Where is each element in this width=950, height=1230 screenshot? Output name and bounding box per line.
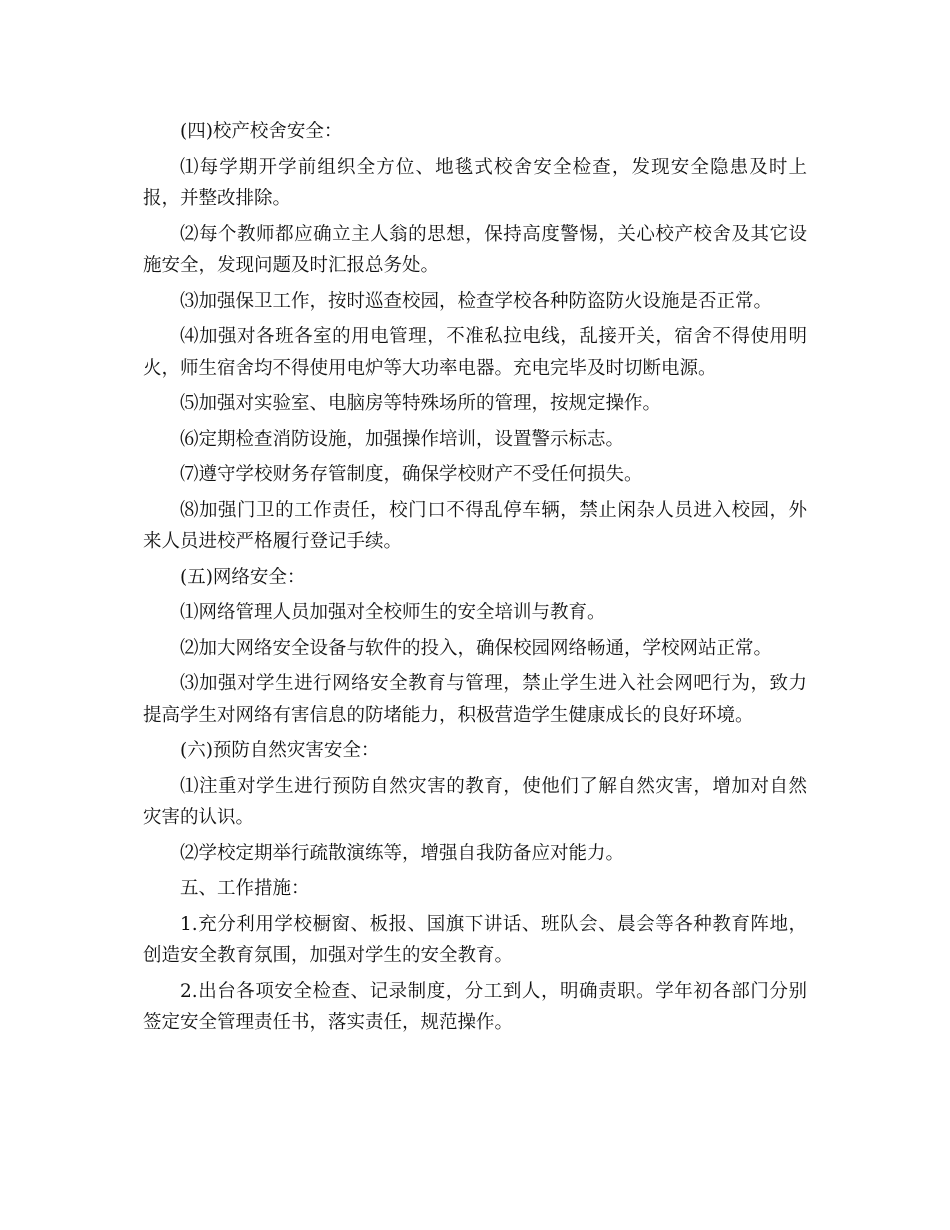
list-item: ⑴网络管理人员加强对全校师生的安全培训与教育。	[180, 602, 606, 623]
document-body	[143, 116, 807, 1043]
list-item: ⑴每学期开学前组织全方位、地毯式校舍安全检查，发现安全隐患及时上报，并整改排除。	[143, 156, 807, 209]
section-heading-natural-disaster: (六)预防自然灾害安全：	[180, 740, 380, 761]
list-item: ⑻加强门卫的工作责任，校门口不得乱停车辆，禁止闲杂人员进入校园，外来人员进校严格履行登记手续。	[143, 499, 807, 552]
section-heading-campus-property: (四)校产校舍安全：	[180, 121, 343, 142]
list-item: ⑹定期检查消防设施，加强操作培训，设置警示标志。	[180, 428, 625, 450]
list-item: 1.充分利用学校橱窗、板报、国旗下讲话、班队会、晨会等各种教育阵地，创造安全教育氛围，加强对学生的安全教育。	[143, 913, 807, 966]
list-item: ⑺遵守学校财务存管制度，确保学校财产不受任何损失。	[180, 464, 643, 485]
section-heading-work-measures: 五、工作措施：	[180, 878, 310, 899]
list-item: 2.出台各项安全检查、记录制度，分工到人，明确责职。学年初各部门分别签定安全管理责任书，落实责任，规范操作。	[143, 980, 807, 1033]
list-item: ⑷加强对各班各室的用电管理，不准私拉电线，乱接开关，宿舍不得使用明火，师生宿舍均不得使用电炉等大功率电器。充电完毕及时切断电源。	[143, 326, 807, 379]
list-item: ⑵学校定期举行疏散演练等，增强自我防备应对能力。	[180, 842, 625, 864]
list-item: ⑵加大网络安全设备与软件的投入，确保校园网络畅通，学校网站正常。	[180, 637, 773, 659]
list-item: ⑴注重对学生进行预防自然灾害的教育，使他们了解自然灾害，增加对自然灾害的认识。	[143, 775, 807, 828]
list-item: ⑶加强保卫工作，按时巡查校园，检查学校各种防盗防火设施是否正常。	[180, 290, 773, 312]
list-item: ⑶加强对学生进行网络安全教育与管理，禁止学生进入社会网吧行为，致力提高学生对网络有害信息的防堵能力，积极营造学生健康成长的良好环境。	[143, 673, 807, 726]
section-heading-network-safety: (五)网络安全：	[180, 566, 306, 588]
list-item: ⑵每个教师都应确立主人翁的思想，保持高度警惕，关心校产校舍及其它设施安全，发现问题及时汇报总务处。	[143, 223, 807, 276]
list-item: ⑸加强对实验室、电脑房等特殊场所的管理，按规定操作。	[180, 393, 662, 414]
